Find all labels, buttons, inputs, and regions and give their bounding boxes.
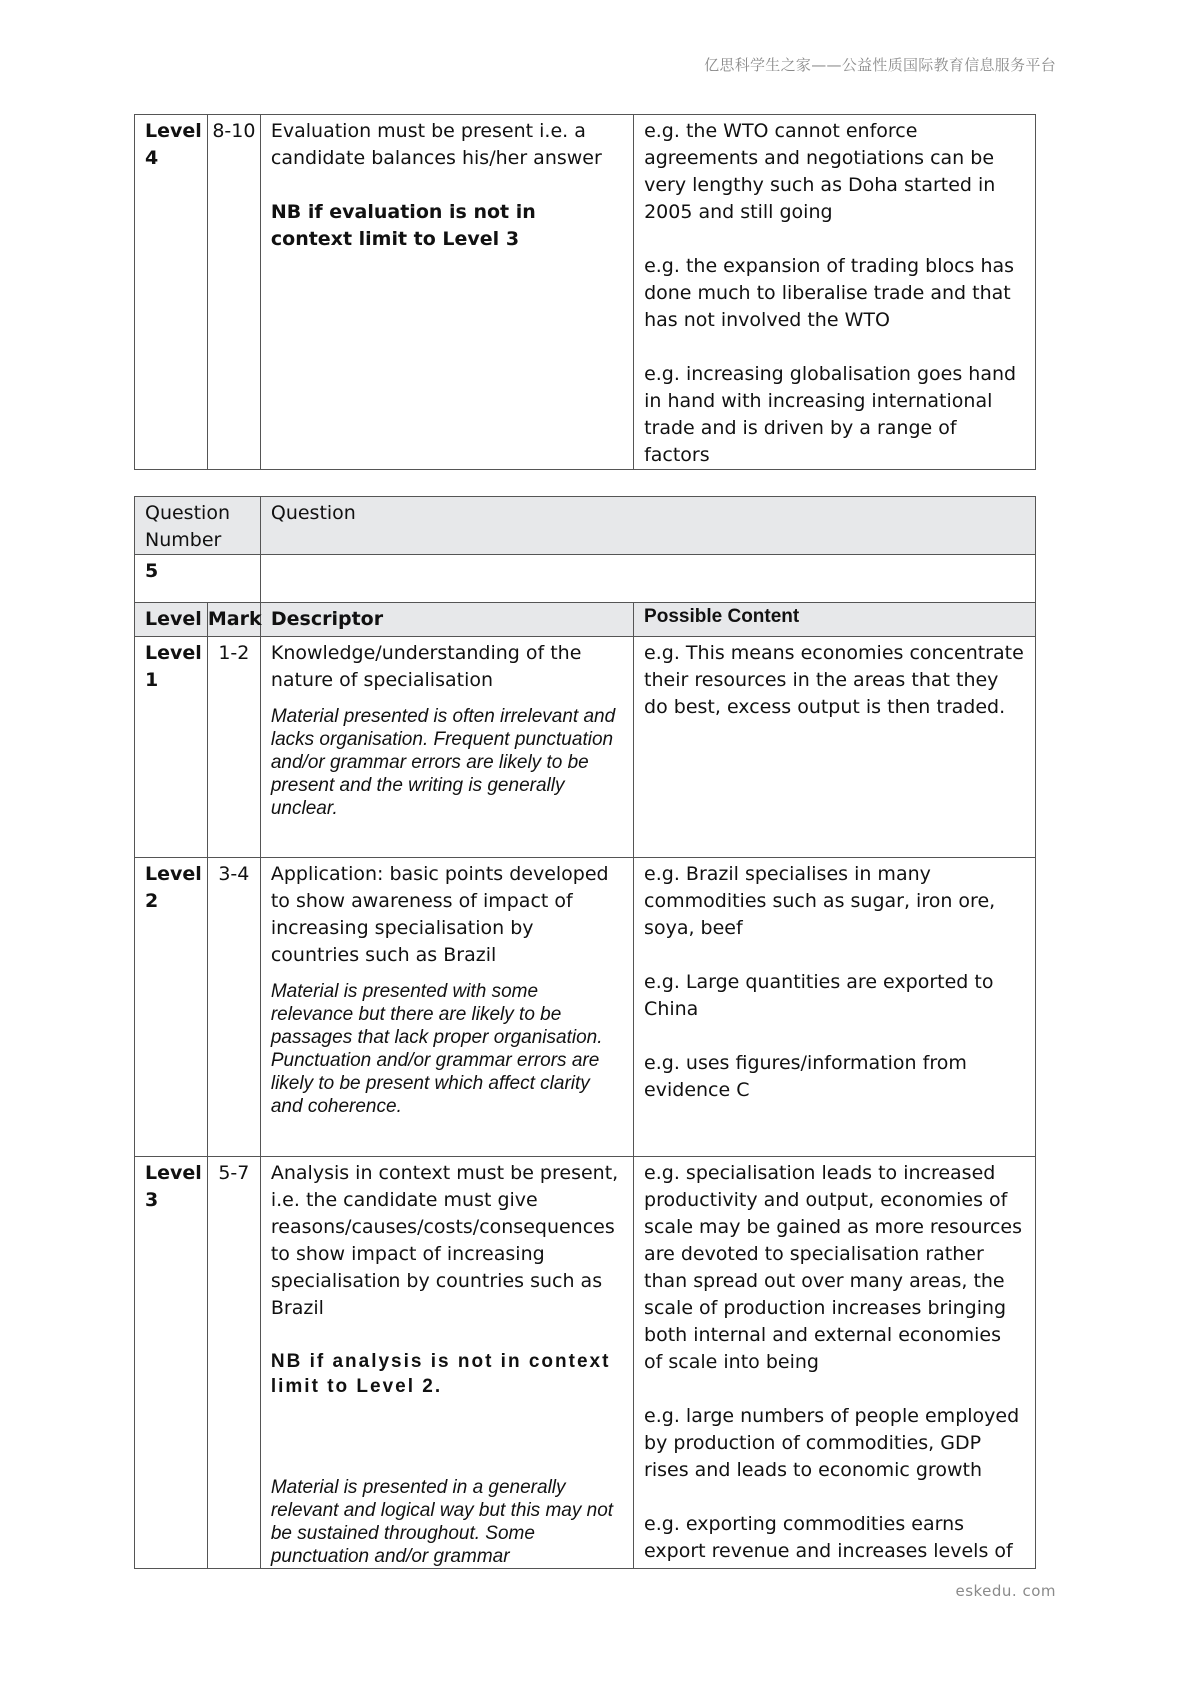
descriptor-text: Application: basic points developed to show awareness of impact of increasing specialisation by countries such as Brazil (270, 863, 609, 966)
mark-cell: 3-4 (207, 858, 260, 1157)
footer-watermark: eskedu. com (955, 1582, 1056, 1600)
mark-cell: 5-7 (207, 1157, 260, 1569)
content-item: e.g. increasing globalisation goes hand in hand with increasing international trade and is driven by a range of factors (644, 363, 1017, 466)
level-cell: Level 1 (135, 637, 208, 858)
nb-note: NB if analysis is not in context limit to Level 2. (270, 1351, 611, 1397)
table-row (135, 858, 1036, 1157)
table-row (135, 115, 1036, 470)
level-cell: Level 3 (135, 1157, 208, 1569)
nb-note: NB if evaluation is not in context limit to Level 3 (270, 201, 536, 250)
header-possible-content: Possible Content (634, 603, 1036, 637)
level-cell: Level 2 (135, 858, 208, 1157)
header-watermark: 亿思科学生之家——公益性质国际教育信息服务平台 (704, 56, 1056, 74)
question-text (260, 555, 1035, 603)
descriptor-text: Evaluation must be present i.e. a candidate balances his/her answer (270, 120, 602, 169)
descriptor-text: Knowledge/understanding of the nature of specialisation (270, 642, 582, 691)
content-item: e.g. exporting commodities earns export revenue and increases levels of (644, 1513, 1013, 1562)
header-mark: Mark (207, 603, 260, 637)
content-item: e.g. the WTO cannot enforce agreements and negotiations can be very lengthy such as Doha started in 2005 and still going (644, 120, 996, 223)
table-row (135, 1157, 1036, 1569)
descriptor-cell (260, 858, 633, 1157)
content-item: e.g. large numbers of people employed by production of commodities, GDP rises and leads to economic growth (644, 1405, 1020, 1481)
mark-cell: 1-2 (207, 637, 260, 858)
mark-cell: 8-10 (207, 115, 260, 470)
content-item: e.g. Brazil specialises in many commodities such as sugar, iron ore, soya, beef (644, 863, 996, 939)
descriptor-cell (260, 1157, 633, 1569)
content-item: e.g. specialisation leads to increased productivity and output, economies of scale may be gained as more resources are devoted to specialisation rather than spread out over many areas, the scale of production increases bringing both internal and external economies of scale into being (644, 1162, 1022, 1373)
table-row (135, 603, 1036, 637)
content-cell (634, 858, 1036, 1157)
descriptor-cell (260, 637, 633, 858)
table-row (135, 555, 1036, 603)
content-cell (634, 637, 1036, 858)
level-4-table (134, 114, 1036, 470)
question-5-table (134, 496, 1036, 1569)
header-level: Level (135, 603, 208, 637)
header-descriptor: Descriptor (260, 603, 633, 637)
table-row (135, 637, 1036, 858)
level-cell: Level 4 (135, 115, 208, 470)
content-cell (634, 115, 1036, 470)
descriptor-text: Analysis in context must be present, i.e. the candidate must give reasons/causes/costs/consequences to show impact of increasing specialisation by countries such as Brazil (270, 1162, 619, 1319)
question-number: 5 (135, 555, 261, 603)
quality-note: Material presented is often irrelevant and lacks organisation. Frequent punctuation and/or grammar errors are likely to be present and the writing is generally unclear. (270, 706, 616, 819)
question-label: Question (260, 497, 1035, 555)
table-row (135, 497, 1036, 555)
content-item: e.g. uses figures/information from evidence C (644, 1052, 967, 1101)
quality-note: Material is presented with some relevance but there are likely to be passages that lack proper organisation. Punctuation and/or grammar errors are likely to be present which affect clarity and coherence. (270, 981, 603, 1117)
content-item: e.g. Large quantities are exported to China (644, 971, 994, 1020)
question-number-label: Question Number (135, 497, 261, 555)
descriptor-cell (260, 115, 633, 470)
content-item: e.g. This means economies concentrate their resources in the areas that they do best, excess output is then traded. (644, 642, 1024, 718)
content-item: e.g. the expansion of trading blocs has done much to liberalise trade and that has not involved the WTO (644, 255, 1015, 331)
quality-note: Material is presented in a generally relevant and logical way but this may not be sustained throughout. Some punctuation and/or grammar (270, 1477, 614, 1567)
content-cell (634, 1157, 1036, 1569)
